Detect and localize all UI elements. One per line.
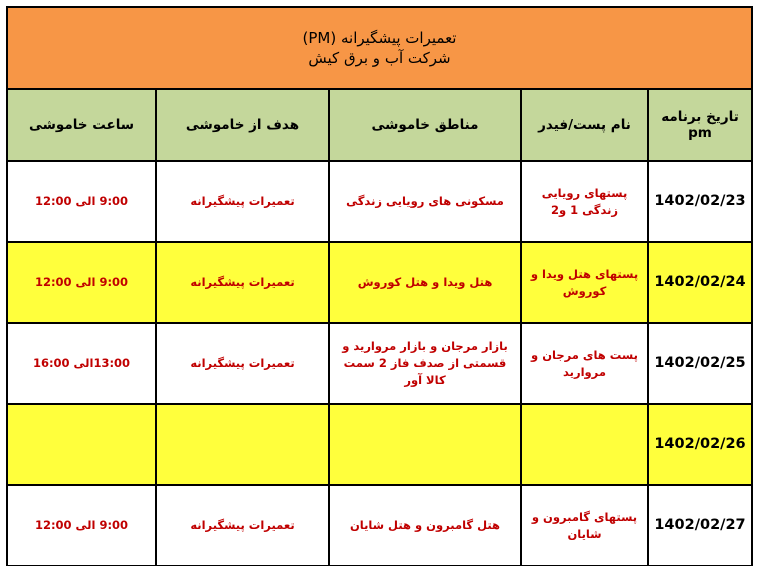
areas-cell: بازار مرجان و بازار مروارید و قسمتی از صدف فاز 2 سمت کالا آور: [329, 323, 521, 404]
feeder-cell: پستهای رویایی زندگی 1 و2: [521, 161, 648, 242]
time-cell: 9:00 الی 12:00: [8, 242, 156, 323]
table-row: [8, 323, 751, 404]
outage-table: [8, 88, 751, 565]
column-header-areas: مناطق خاموشی: [329, 89, 521, 161]
date-cell: 1402/02/27: [648, 485, 751, 565]
purpose-cell: تعمیرات پیشگیرانه: [156, 242, 329, 323]
table-row: [8, 161, 751, 242]
table-header-row: [8, 89, 751, 161]
feeder-cell: [521, 404, 648, 485]
company-name: شرکت آب و برق کیش: [308, 49, 451, 67]
date-cell: 1402/02/25: [648, 323, 751, 404]
time-cell: 9:00 الی 12:00: [8, 485, 156, 565]
areas-cell: مسکونی های رویایی زندگی: [329, 161, 521, 242]
page-title: تعمیرات پیشگیرانه (PM): [302, 29, 457, 47]
purpose-cell: تعمیرات پیشگیرانه: [156, 323, 329, 404]
purpose-cell: تعمیرات پیشگیرانه: [156, 485, 329, 565]
date-cell: 1402/02/23: [648, 161, 751, 242]
time-cell: 9:00 الی 12:00: [8, 161, 156, 242]
time-cell: 13:00الی 16:00: [8, 323, 156, 404]
title-band: [8, 8, 751, 90]
table-row: [8, 242, 751, 323]
table-row: [8, 485, 751, 565]
column-header-time: ساعت خاموشی: [8, 89, 156, 161]
date-cell: 1402/02/26: [648, 404, 751, 485]
areas-cell: هتل گامبرون و هتل شایان: [329, 485, 521, 565]
column-header-feeder: نام پست/فیدر: [521, 89, 648, 161]
areas-cell: هتل ویدا و هتل کوروش: [329, 242, 521, 323]
column-header-date: تاریخ برنامه pm: [648, 89, 751, 161]
table-row: [8, 404, 751, 485]
date-cell: 1402/02/24: [648, 242, 751, 323]
time-cell: [8, 404, 156, 485]
purpose-cell: تعمیرات پیشگیرانه: [156, 161, 329, 242]
schedule-sheet: [6, 6, 753, 566]
areas-cell: [329, 404, 521, 485]
purpose-cell: [156, 404, 329, 485]
feeder-cell: پستهای گامبرون و شایان: [521, 485, 648, 565]
feeder-cell: پست های مرجان و مروارید: [521, 323, 648, 404]
column-header-purpose: هدف از خاموشی: [156, 89, 329, 161]
feeder-cell: پستهای هتل ویدا و کوروش: [521, 242, 648, 323]
